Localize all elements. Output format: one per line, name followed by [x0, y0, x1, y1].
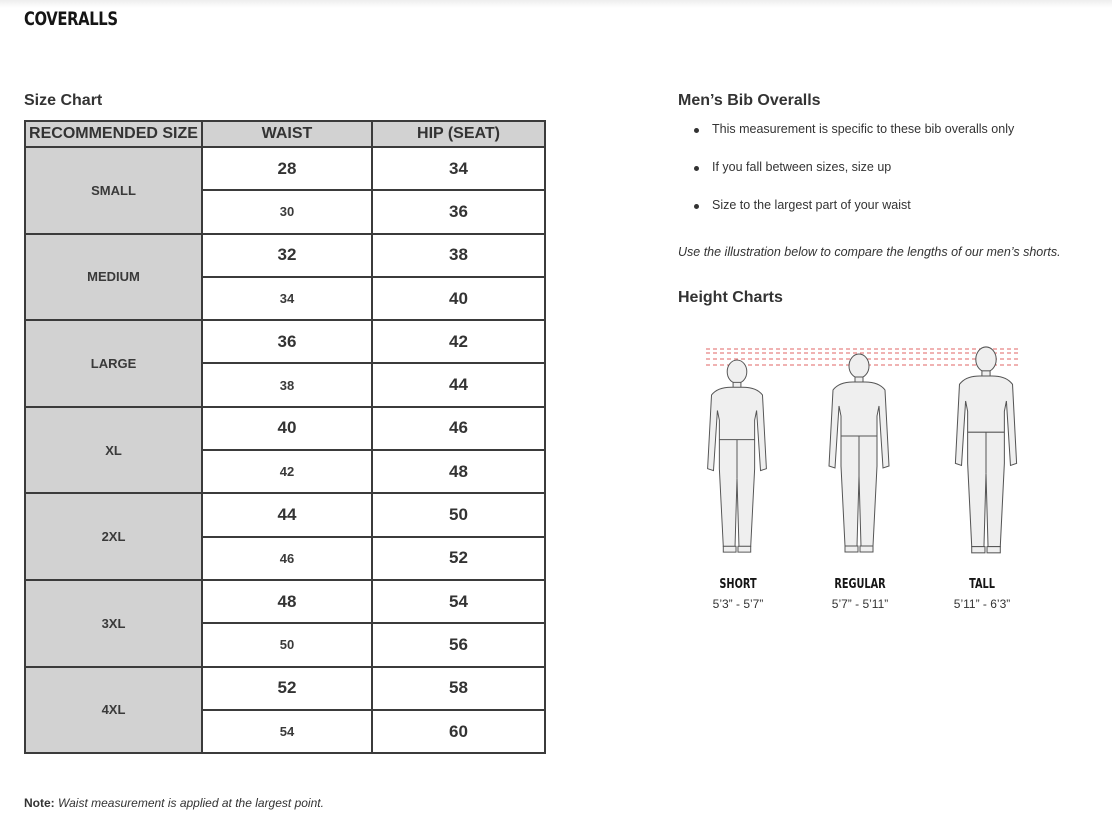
figure-short: [708, 360, 767, 552]
figure-range-short: 5’3” - 5’7”: [712, 597, 764, 611]
waist-value: 28: [202, 147, 372, 190]
hip-value: 48: [372, 450, 545, 493]
table-header-row: [25, 121, 545, 147]
bullet-text: Size to the largest part of your waist: [712, 198, 911, 212]
list-item: [690, 160, 1014, 179]
figure-range-tall: 5’11” - 6’3”: [953, 597, 1011, 611]
table-row: [25, 320, 545, 363]
waist-value: 40: [202, 407, 372, 450]
note-text: Waist measurement is applied at the largest point.: [58, 796, 324, 810]
size-chart-title: Size Chart: [24, 92, 103, 109]
bullet-icon: [694, 204, 699, 209]
waist-value: 30: [202, 190, 372, 233]
table-row: [25, 234, 545, 277]
waist-value: 36: [202, 320, 372, 363]
figure-label-short: SHORT: [719, 577, 757, 592]
compare-note: Use the illustration below to compare the lengths of our men’s shorts.: [678, 245, 1061, 259]
height-charts-title: Height Charts: [678, 289, 783, 306]
size-label-medium: MEDIUM: [25, 234, 202, 321]
bib-overalls-title: Men’s Bib Overalls: [678, 92, 821, 109]
hip-value: 42: [372, 320, 545, 363]
hip-value: 54: [372, 580, 545, 623]
bullet-icon: [694, 128, 699, 133]
hip-value: 38: [372, 234, 545, 277]
waist-value: 32: [202, 234, 372, 277]
height-illustration: [700, 340, 1030, 570]
size-label-4xl: 4XL: [25, 667, 202, 754]
bullet-text: This measurement is specific to these bib overalls only: [712, 122, 1015, 136]
size-label-3xl: 3XL: [25, 580, 202, 667]
figure-regular: [829, 354, 889, 552]
size-label-small: SMALL: [25, 147, 202, 234]
waist-value: 46: [202, 537, 372, 580]
hip-value: 34: [372, 147, 545, 190]
size-label-xl: XL: [25, 407, 202, 494]
size-label-2xl: 2XL: [25, 493, 202, 580]
hip-value: 60: [372, 710, 545, 753]
top-shadow-bar: [0, 0, 1112, 8]
list-item: [690, 122, 1014, 141]
waist-value: 42: [202, 450, 372, 493]
page-title: COVERALLS: [24, 8, 118, 30]
waist-value: 48: [202, 580, 372, 623]
hip-value: 44: [372, 363, 545, 406]
table-row: [25, 407, 545, 450]
bullet-icon: [694, 166, 699, 171]
table-row: [25, 147, 545, 190]
figure-range-regular: 5’7” - 5’11”: [831, 597, 889, 611]
table-row: [25, 493, 545, 536]
figure-tall: [955, 347, 1016, 553]
waist-value: 52: [202, 667, 372, 710]
hip-value: 50: [372, 493, 545, 536]
size-label-large: LARGE: [25, 320, 202, 407]
waist-value: 34: [202, 277, 372, 320]
waist-value: 50: [202, 623, 372, 666]
hip-value: 52: [372, 537, 545, 580]
table-row: [25, 667, 545, 710]
figure-label-regular: REGULAR: [834, 577, 886, 592]
figure-label-tall: TALL: [969, 577, 995, 592]
list-item: [690, 198, 1014, 217]
hip-value: 46: [372, 407, 545, 450]
hip-value: 36: [372, 190, 545, 233]
hip-value: 58: [372, 667, 545, 710]
bib-bullet-list: [690, 122, 1014, 236]
table-row: [25, 580, 545, 623]
waist-value: 54: [202, 710, 372, 753]
header-recommended-size: RECOMMENDED SIZE: [25, 121, 202, 147]
waist-value: 38: [202, 363, 372, 406]
hip-value: 40: [372, 277, 545, 320]
header-waist: WAIST: [202, 121, 372, 147]
hip-value: 56: [372, 623, 545, 666]
size-chart-table: [24, 120, 546, 754]
header-hip-seat: HIP (SEAT): [372, 121, 545, 147]
note-label: Note:: [24, 796, 55, 810]
size-chart-note: [24, 796, 324, 810]
bullet-text: If you fall between sizes, size up: [712, 160, 892, 174]
waist-value: 44: [202, 493, 372, 536]
